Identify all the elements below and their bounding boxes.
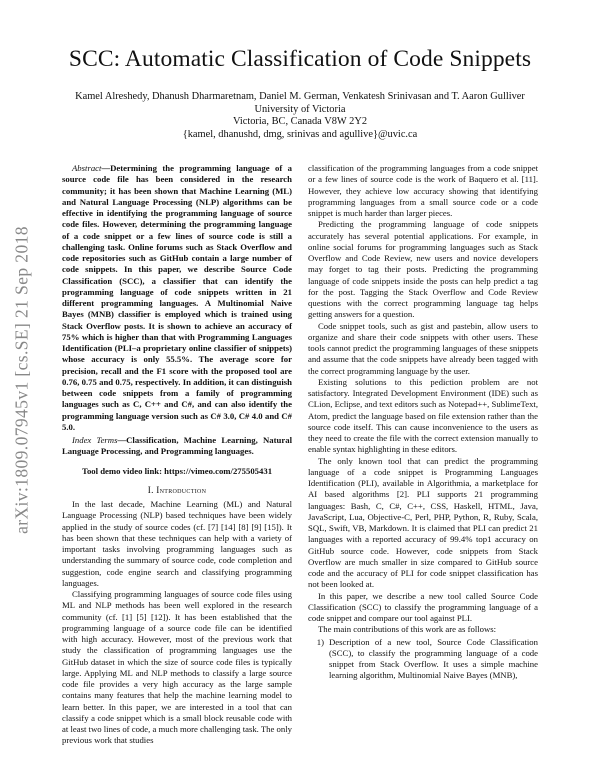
paragraph: classification of the programming languages from a code snippet or a few lines of source code is the work of Baquero et al. [11]. However, they achieve low accuracy showing that identifying programming languages from a small source code or a code snippet is much harder than larger pieces. [308,163,538,218]
index-terms-lead: Index Terms [72,435,118,445]
right-column [308,163,538,682]
paper-title: SCC: Automatic Classification of Code Snippets [68,46,532,72]
author-block [50,91,550,141]
paragraph: The main contributions of this work are as follows: [318,624,497,635]
abstract-lead: Abstract [72,163,102,173]
index-terms-text: —Classification, Machine Learning, Natural Language Processing, and Programming languages. [62,435,292,457]
paragraph: Code snippet tools, such as gist and pastebin, allow users to organize and share their code snippets with other users. These tools cannot predict the programming languages of these snippets and assume that the code snippets have already been tagged with the correct programming language by the user. [308,320,538,376]
contribution-item [308,637,538,682]
paragraph: Predicting the programming language of code snippets accurately has several potential applications. For example, in online social forums for programming languages such as Stack Overflow and Code Review, new users and novice developers may forget to tag their posts. Predicting the programming language of code snippets inside the posts can help predict a tag for the post. Tagging the Stack Overflow and Code Review questions with the correct programming language tag helps getting answers for a question. [308,219,538,320]
contribution-text: Description of a new tool, Source Code Classification (SCC), to classify the programming language of a code snippet from Stack Overflow. It uses a simple machine learning algorithm, Multinomial Naive Bayes (MNB), [329,636,538,681]
author-address: Victoria, BC, Canada V8W 2Y2 [232,116,368,128]
paragraph: The only known tool that can predict the programming language of a code snippet is Programming Languages Identification (PLI), available in Algorithmia, a marketplace for AI based algorithms [2]. PLI supports 21 programming languages: Bash, C, C#, C++, CSS, Haskell, HTML, Java, JavaScript, Lua, Objective-C, Perl, PHP, Python, R, Ruby, Scala, SQL, Swift, VB, Markdown. It is claimed that PLI can predict 21 languages with a reported accuracy of 99.4% top1 accuracy on GitHub source code. However, code snippets from Stack Overflow are much smaller in size compared to GitHub source code and the accuracy of PLI for code snippet classification has not been looked at. [308,455,538,590]
demo-link: Tool demo video link: https://vimeo.com/275505431 [81,465,273,476]
author-names: Kamel Alreshedy, Dhanush Dharmaretnam, Daniel M. German, Venkatesh Srinivasan and T. Aaron Gulliver [75,91,525,102]
index-terms [62,435,292,458]
contribution-number: 1) [316,636,324,647]
paragraph: Classifying programming languages of source code files using ML and NLP methods has been well explored in the research community (cf. [1] [5] [12]). It has been established that the programming language of a source code file can be identified with high accuracy. However, most of the previous work that study the classification of programming languages use the GitHub dataset in which the size of source code files is typically large. Applying ML and NLP methods to classify a large source code file provides a very high accuracy as the large sample contains many features that help the machine learning model to learn better. In this paper, we are interested in a tool that can classify a code snippet which is a small block reusable code with at least two lines of code, a much more challenging task. The only previous work that studies [62,589,292,746]
abstract-text: —Determining the programming language of a source code file has been considered in the research community; it has been shown that Machine Learning (ML) and Natural Language Processing (NLP) algorithms can be effective in identifying the programming language of source code files. However, determining the programming language of a code snippet or a few lines of source code is still a challenging task. Online forums such as Stack Overflow and code repositories such as GitHub contain a large number of code snippets. In this paper, we describe Source Code Classification (SCC), a classifier that can identify the programming language of code snippets written in 21 different programming languages. A Multinomial Naive Bayes (MNB) classifier is employed which is trained using Stack Overflow posts. It is shown to achieve an accuracy of 75% which is higher than that with Programming Languages Identification (PLI–a proprietary online classifier of snippets) whose accuracy is only 55.5%. The average score for precision, recall and the F1 score with the proposed tool are 0.76, 0.75 and 0.75, respectively. In addition, it can distinguish between code snippets from a family of programming languages such as C, C++ and C#, and can also identify the programming language version such as C# 3.0, C# 4.0 and C# 5.0. [62,163,292,432]
author-emails: {kamel, dhanushd, dmg, srinivas and agullive}@uvic.ca [182,128,418,140]
arxiv-id: arXiv:1809.07945v1 [cs.SE] 21 Sep 2018 [11,226,32,534]
author-affiliation: University of Victoria [254,103,346,115]
paragraph: Existing solutions to this pediction problem are not satisfactory. Integrated Development Environment (IDE) such as CLion, Eclipse, and text editors such as Notepad++, SublimeText, Atom, predict the language based on file extension rather than the source code itself. This can cause inconvenience to the users as they need to create the file with the correct extension manually to enable syntax highlighting in these editors. [308,376,538,455]
left-column [62,163,292,747]
paragraph: In this paper, we describe a new tool called Source Code Classification (SCC) to classify the programming language of a code snippet and compare our tool against PLI. [308,590,538,623]
paragraph: In the last decade, Machine Learning (ML) and Natural Language Processing (NLP) based techniques have been widely applied in the study of source codes (cf. [7] [14] [8] [9] [15]). It has been shown that these techniques can help with a variety of important tasks involving programming languages such as understanding the summary of source code, code completion and suggestion, code engine search and classifying programming languages. [62,499,292,588]
abstract [62,163,292,433]
arxiv-watermark [0,0,40,776]
section-heading: I. Introduction [147,484,207,495]
